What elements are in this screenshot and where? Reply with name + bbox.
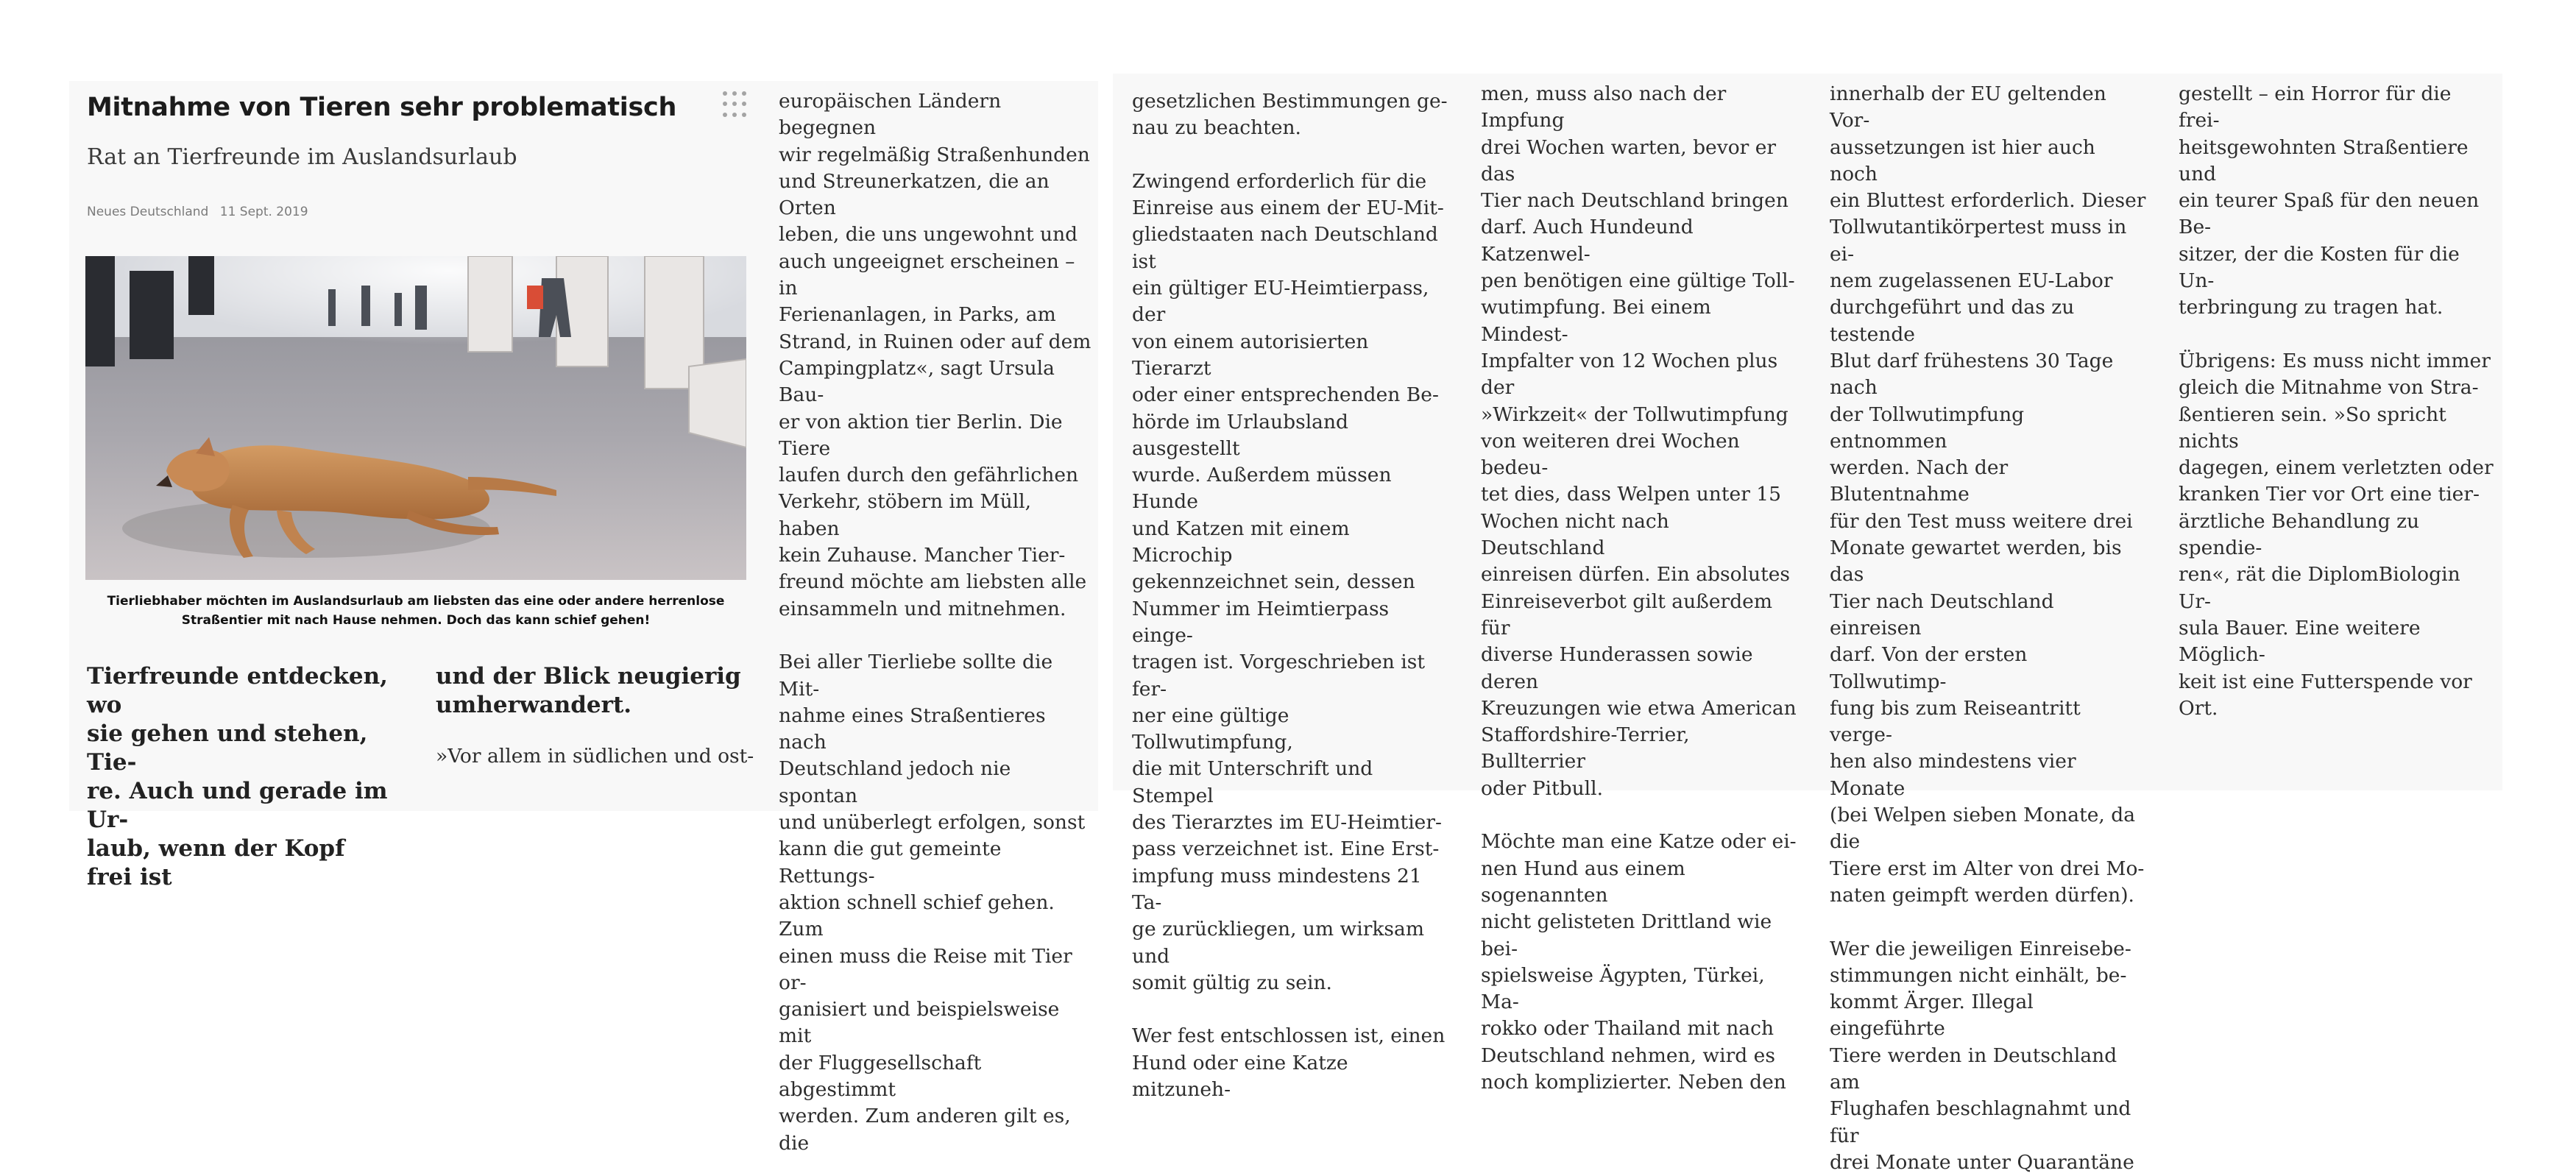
publish-date: 11 Sept. 2019 xyxy=(219,205,308,219)
lead-paragraph-part-2: und der Blick neugierig umherwandert. xyxy=(436,663,741,718)
article-subtitle: Rat an Tierfreunde im Auslandsurlaub xyxy=(87,144,517,170)
grip-dots-icon[interactable] xyxy=(723,91,749,118)
article-title: Mitnahme von Tieren sehr problematisch xyxy=(87,93,677,122)
article-photo xyxy=(85,256,746,580)
article-page-right xyxy=(1113,74,2502,1174)
body-text-column-3: gesetzlichen Bestimmungen ge- nau zu beachten. Zwingend erforderlich für die Einreise aus einem der EU-Mit- gliedstaaten nach Deutschland ist ein gültiger EU-Heimtierpass, der von einem autorisierten Tierarzt oder einer entsprechenden Be- hörde im Urlaubsland ausgestellt wurde. Außerdem müssen Hunde und Katzen mit einem Microchip gekennzeichnet sein, dessen Nummer im Heimtierpass einge- tragen ist. Vorgeschrieben ist fer- ner eine gültige Tollwutimpfung, die mit Unterschrift und Stempel des Tierarztes im EU-Heimtier- pass verzeichnet ist. Eine Erst- impfung muss mindestens 21 Ta- ge zurückliegen, um wirksam und somit gültig zu sein. Wer fest entschlossen ist, einen Hund oder eine Katze mitzuneh- xyxy=(1132,90,1448,1101)
body-text-column-4: men, muss also nach der Impfung drei Wochen warten, bevor er das Tier nach Deutschland bringen darf. Auch Hundeund Katzenwel- pen benötigen eine gültige Toll- wutimpfung. Bei einem Mindest- Impfalter von 12 Wochen plus der »Wirkzeit« der Tollwutimpfung von weiteren drei Wochen bedeu- tet dies, dass Welpen unter 15 Wochen nicht nach Deutschland einreisen dürfen. Ein absolutes Einreiseverbot gilt außerdem für diverse Hunderassen sowie deren Kreuzungen wie etwa American Staffordshire-Terrier, Bullterrier oder Pitbull. Möchte man eine Katze oder ei- nen Hund aus einem sogenannten nicht gelisteten Drittland wie bei- spielsweise Ägypten, Türkei, Ma- rokko oder Thailand mit nach Deutschland nehmen, wird es noch komplizierter. Neben den xyxy=(1481,82,1797,1094)
lead-paragraph-part-1: Tierfreunde entdecken, wo sie gehen und stehen, Tie- re. Auch und gerade im Ur- laub, wenn der Kopf frei ist xyxy=(87,663,388,890)
body-text-column-2: europäischen Ländern begegnen wir regelmäßig Straßenhunden und Streunerkatzen, die an Orten leben, die uns ungewohnt und auch ungeeignet erscheinen – in Ferienanlagen, in Parks, am Strand, in Ruinen oder auf dem Campingplatz«, sagt Ursula Bau- er von aktion tier Berlin. Die Tiere laufen durch den gefährlichen Verkehr, stöbern im Müll, haben kein Zuhause. Mancher Tier- freund möchte am liebsten alle einsammeln und mitnehmen. Bei aller Tierliebe sollte die Mit- nahme eines Straßentieres nach Deutschland jedoch nie spontan und unüberlegt erfolgen, sonst kann die gut gemeinte Rettungs- aktion schnell schief gehen. Zum einen muss die Reise mit Tier or- ganisiert und beispielsweise mit der Fluggesellschaft abgestimmt werden. Zum anderen gilt es, die xyxy=(779,90,1091,1155)
body-text-column-5: innerhalb der EU geltenden Vor- aussetzungen ist hier auch noch ein Bluttest erforderlich. Dieser Tollwutantikörpertest muss in ei- nem zugelassenen EU-Labor durchgeführt und das zu testende Blut darf frühestens 30 Tage nach der Tollwutimpfung entnommen werden. Nach der Blutentnahme für den Test muss weitere drei Monate gewartet werden, bis das Tier nach Deutschland einreisen darf. Von der ersten Tollwutimp- fung bis zum Reiseantritt verge- hen also mindestens vier Monate (bei Welpen sieben Monate, da die Tiere erst im Alter von drei Mo- naten geimpft werden dürfen). Wer die jeweiligen Einreisebe- stimmungen nicht einhält, be- kommt Ärger. Illegal eingeführte Tiere werden in Deutschland am Flughafen beschlagnahmt und für drei Monate unter Quarantäne xyxy=(1830,82,2146,1174)
source-name[interactable]: Neues Deutschland xyxy=(87,205,209,219)
body-text-column-6: gestellt – ein Horror für die frei- heitsgewohnten Straßentiere und ein teurer Spaß für den neuen Be- sitzer, der die Kosten für die Un- terbringung zu tragen hat. Übrigens: Es muss nicht immer gleich die Mitnahme von Stra- ßentieren sein. »So spricht nichts dagegen, einem verletzten oder kranken Tier vor Ort eine tier- ärztliche Behandlung zu spendie- ren«, rät die DiplomBiologin Ur- sula Bauer. Eine weitere Möglich- keit ist eine Futterspende vor Ort. xyxy=(2179,82,2494,720)
body-text-start: »Vor allem in südlichen und ost- xyxy=(436,745,754,768)
photo-caption: Tierliebhaber möchten im Auslandsurlaub am liebsten das eine oder andere herrenlose Straßentier mit nach Hause nehmen. Doch das kann schief gehen! xyxy=(107,594,725,628)
article-page-left xyxy=(69,81,1098,1155)
article-meta xyxy=(87,205,308,219)
